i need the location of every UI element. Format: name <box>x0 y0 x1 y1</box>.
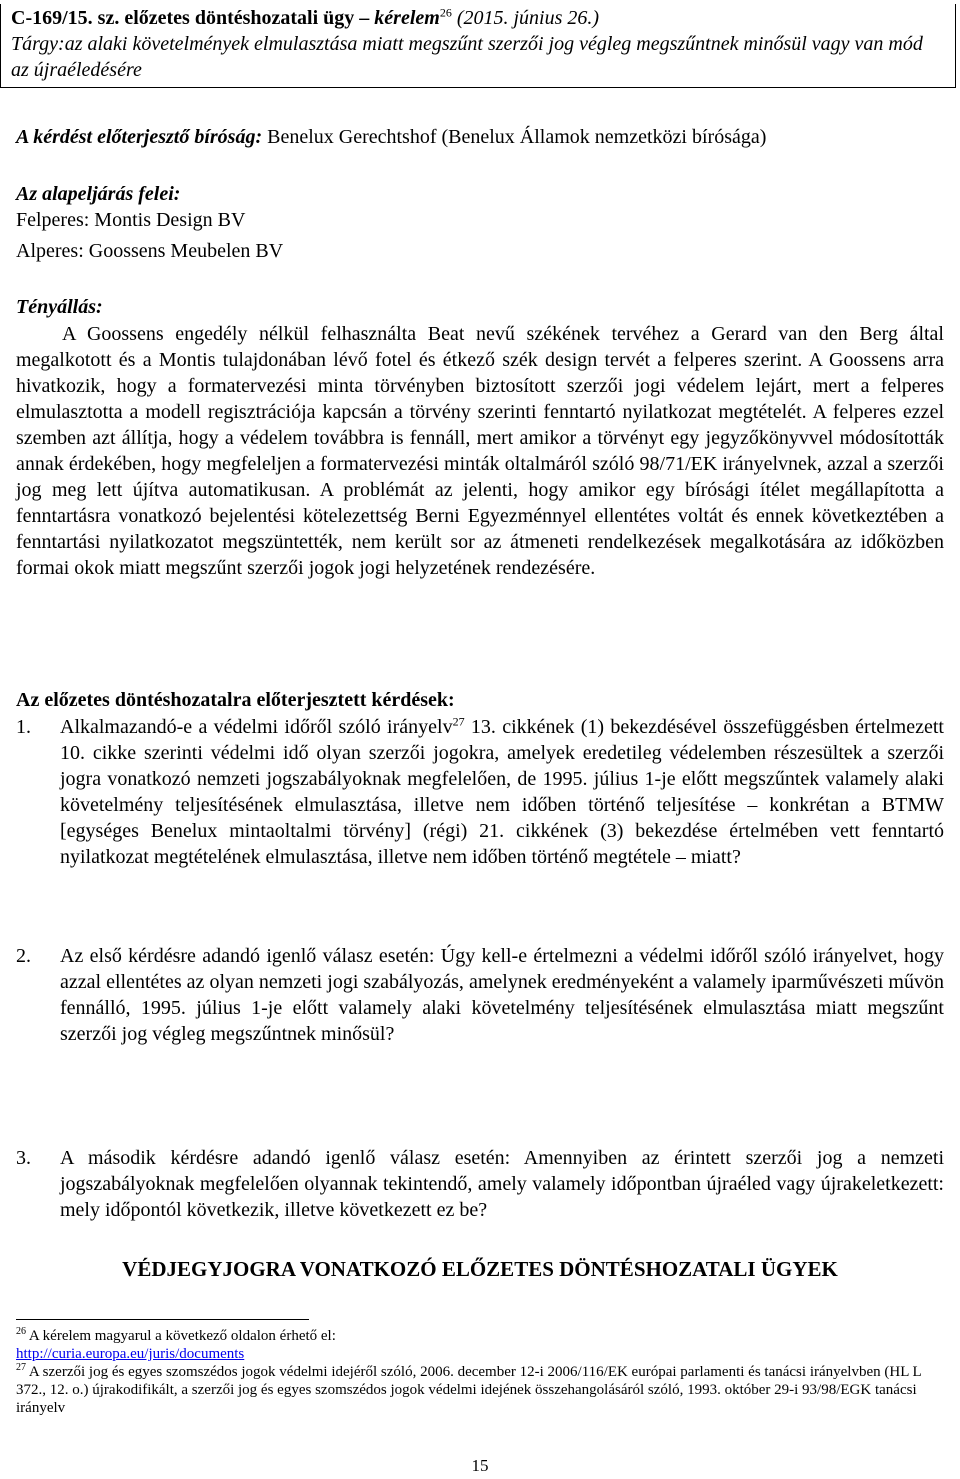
footnote-26: $^{26}$ A kérelem magyarul a következő oldalon érhető el: <box>16 1326 336 1344</box>
footnote-separator <box>16 1319 309 1320</box>
facts-heading: Tényállás: <box>16 296 103 318</box>
case-subject: Tárgy:az alaki követelmények elmulasztása miatt megszűnt szerzői jog végleg megszűntnek minősül vagy van mód az újraéledésére <box>11 33 923 81</box>
question-number: 1. <box>16 716 31 738</box>
trademark-section-heading: VÉDJEGYJOGRA VONATKOZÓ ELŐZETES DÖNTÉSHOZATALI ÜGYEK <box>122 1257 838 1281</box>
footnote-ref-27[interactable]: 27 <box>452 714 465 729</box>
plaintiff: Felperes: Montis Design BV <box>16 209 246 231</box>
question-number: 2. <box>16 945 31 967</box>
question-text: A második kérdésre adandó igenlő válasz esetén: Amennyiben az érintett szerzői jog a nemzeti jogszabályoknak megfelelően olyannak tekintendő, amely valamely időpontban újraéled vagy újrakeletkezett: mely időpontól következik, illetve következett ez be? <box>60 1147 944 1221</box>
question-number: 3. <box>16 1147 31 1169</box>
referring-court-label: A kérdést előterjesztő bíróság: <box>16 126 263 148</box>
case-date: (2015. június 26.) <box>451 7 600 29</box>
curia-documents-link[interactable]: http://curia.europa.eu/juris/documents <box>16 1346 245 1362</box>
question-3 <box>16 1145 944 1223</box>
footnotes <box>16 1327 946 1417</box>
footnote-27: $^{27}$ A szerzői jog és egyes szomszédos jogok védelmi idejéről szóló, 2006. december 12-i 2006/116/EK európai parlamenti és tanácsi irányelvben (HL L 372., 12. o.) újrakodifikált, a szerzői jog és egyes szomszédos jogok védelmi idejének összehangolásáról szóló, 1993. október 29-i 93/98/EGK tanácsi irányelv <box>16 1362 922 1416</box>
questions-heading: Az előzetes döntéshozatalra előterjesztett kérdések: <box>16 689 455 711</box>
parties-heading: Az alapeljárás felei: <box>16 183 181 205</box>
defendant: Alperes: Goossens Meubelen BV <box>16 240 284 262</box>
case-prefix: C-169/15. sz. előzetes döntéshozatali ügy – <box>11 7 375 29</box>
referring-court-value: Benelux Gerechtshof (Benelux Államok nemzetközi bírósága) <box>262 126 767 148</box>
footnote-ref-26[interactable]: 26 <box>439 5 452 20</box>
case-header-box <box>0 4 956 88</box>
question-text: Az első kérdésre adandó igenlő válasz esetén: Úgy kell-e értelmezni a védelmi időről szóló irányelvet, hogy azzal ellentétes az olyan nemzeti jogi szabályozás, amelynek eredményeként a valamely iparművészeti művön fennálló, 1995. július 1-je előtt valamely alaki követelmény teljesítésének elmulasztása miatt megszűnt szerzői jog végleg megszűntnek minősül? <box>60 945 944 1045</box>
facts-paragraph: A Goossens engedély nélkül felhasználta Beat nevű székének tervéhez a Gerard van den Berg által megalkotott és a Montis tulajdonában lévő fotel és étkező szék design tervét a felperes szerint. A Goossens arra hivatkozik, hogy a formatervezési minta törvényben biztosított szerzői jogi védelem lejárt, mert a felperes elmulasztotta a modell regisztrációja kapcsán a törvény szerinti fenntartó nyilatkozat megtételét. A felperes ezzel szemben azt állítja, hogy a védelem továbbra is fennáll, mert amikor a törvényt egy jegyzőkönyvvel módosították annak érdekében, hogy megfeleljen a formatervezési minták oltalmáról szóló 98/71/EK irányelvnek, azzal a szerzői jog meg lett újítva automatikusan. A problémát az jelenti, hogy amikor egy bírósági ítélet megállapította a fenntartásra vonatkozó bejelentési kötelezettség Berni Egyezménnyel ellentétes voltát és ennek következtében a fenntartási nyilatkozatot megszüntették, nem került sor az átmeneti rendelkezések megalkotására az időközben formai okok miatt megszűnt szerzői jogok jogi helyzetének rendezésére. <box>16 323 944 579</box>
case-request: kérelem <box>374 7 440 29</box>
question-2 <box>16 943 944 1047</box>
referring-court <box>16 124 944 150</box>
page-number: 15 <box>471 1456 489 1475</box>
case-title <box>11 5 945 31</box>
question-text: Alkalmazandó-e a védelmi időről szóló irányelv$^{27}$ 13. cikkének (1) bekezdésével összefüggésben értelmezett 10. cikke szerinti védelmi idő olyan szerzői jogokra, amelyek eredetileg védelemben részesültek a szerzői jogra vonatkozó nemzeti jogszabályoknak megfelelően, de 1995. július 1-je előtt megszűntek valamely alaki követelmény teljesítésének elmulasztása, illetve nem időben történő teljesítése – konkrétan a BTMW [egységes Benelux mintaoltalmi törvény] (régi) 21. cikkének (3) bekezdése értelmében vett fenntartó nyilatkozat megtételének elmulasztása, illetve nem időben történő megtétele – miatt? <box>60 714 944 868</box>
question-1 <box>16 714 944 870</box>
